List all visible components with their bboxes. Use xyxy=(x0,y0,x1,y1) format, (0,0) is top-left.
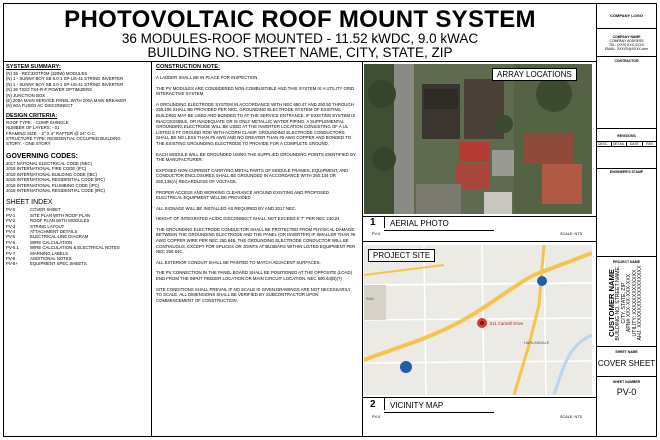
sheet-index-name: SITE PLAN WITH ROOF PLAN xyxy=(30,212,91,218)
sheet-index-name: EQUIPMENT SPEC SHEETS xyxy=(30,261,87,267)
company-email: EMAIL: XXXXX@XXXX.com xyxy=(604,47,649,51)
construction-note-item: A GROUNDING ELECTRODE SYSTEM IN ACCORDANCE WITH NEC 690.47 AND 250.50 THROUGH 250.106 SHALL BE PROVIDED PER NEC, GROUNDING ELECTRODE SYSTEM OF EXISTING BUILDING MAY BE USED AND BONDED TO AT THE SERVICE ENTRANCE. IF EXISTING SYSTEM IS INACCESSIBLE, OR INADEQUATE OR IS ONLY METALLIC WATER PIPING, A SUPPLEMENTAL GROUNDING ELECTRODE WILL BE USED AT THE INVERTER LOCATION CONSISTING OF A UL LISTED 8 FT GROUND ROD WITH ACORN CLAMP. GROUNDING ELECTRODE CONDUCTORS SHALL BE NO LESS THAN #6 AWG AND NO GREATER THAN #0 AWG COPPER AND BONDED TO THE EXISTING GROUNDING ELECTRODE TO PROVIDE FOR A COMPLETE GROUND. xyxy=(156,101,356,146)
sheet-number: PV-0 xyxy=(616,387,637,397)
construction-note-heading: CONSTRUCTION NOTE: xyxy=(156,64,221,70)
sheet-index-name: ATTACHMENT DETAILS xyxy=(30,228,78,234)
sheet-index-name: WARNING LABELS xyxy=(30,250,69,256)
sheet-index-name: STRING LAYOUT xyxy=(30,223,65,229)
engineers-stamp-cell xyxy=(596,169,657,257)
sheet-index-code: PV-4 xyxy=(6,228,16,234)
project-info-text xyxy=(608,266,644,341)
system-summary-heading: SYSTEM SUMMARY: xyxy=(6,64,61,70)
governing-codes-heading: GOVERNING CODES: xyxy=(6,152,78,160)
company-address: COMPANY ADDRESS xyxy=(609,39,644,43)
construction-note-item: HEIGHT OF INTEGRATED AC/DC DISCONNECT SHALL NOT EXCEED 6' 7" PER NEC 240.24 xyxy=(156,216,340,222)
sheet-name: COVER SHEET xyxy=(597,359,656,368)
rev-col-date: DATE xyxy=(627,142,643,146)
project-name-label: PROJECT NAME xyxy=(613,260,640,264)
column-divider xyxy=(151,61,152,437)
page-title: PHOTOVOLTAIC ROOF MOUNT SYSTEM xyxy=(64,6,536,33)
caption-underline xyxy=(384,230,494,231)
design-criteria-list xyxy=(6,120,148,147)
customer-address-1: BUILDING NO. STREET NAME, xyxy=(615,265,622,341)
sheet-index-code: PV-0 xyxy=(6,207,16,213)
vicinity-divider xyxy=(362,397,596,398)
project-info-rotated xyxy=(596,262,657,343)
construction-note-item: PROPER ACCESS AND WORKING CLEARANCE AROUND EXISTING AND PROPOSED ELECTRICAL EQUIPMENT WILL BE PROVIDED xyxy=(156,189,329,201)
design-criteria-item: FRAMING SIZE: - 2" X 4" RAFTER @ 24" O.C. xyxy=(6,130,97,136)
revisions-label: REVISIONS xyxy=(617,134,636,138)
system-summary-item: (N) 60A FUSED AC DISCONNECT xyxy=(6,103,73,109)
utility: UTILITY: XXXXXXXXXXXXX xyxy=(631,269,638,337)
company-phone: TEL: (XXX) XXX-XXXX xyxy=(608,43,645,47)
sheet-index-code: PV-3 xyxy=(6,223,16,229)
caption-divider xyxy=(384,217,385,228)
map-area-label: HARLANDALE xyxy=(524,341,550,345)
sheet-index-name: COVER SHEET xyxy=(30,207,61,213)
sheet-index-code: PV-6.1 xyxy=(6,245,19,251)
contractor-label: CONTRACTOR xyxy=(614,59,639,63)
company-logo: COMPANY LOGO xyxy=(610,13,643,18)
caption-divider xyxy=(384,398,385,410)
sheet-index-code: PV-8+ xyxy=(6,261,18,267)
vicinity-scale: SCALE: NTS xyxy=(560,415,583,419)
construction-note-item: THE PV CONNECTION IN THE PANEL BOARD SHALL BE POSITIONED AT THE OPPOSITE (LOAD) END FROM THE INPUT FEEDER LOCATION OR MAIN CIRCUIT LOCATION. NEC 690.64(B)(7) xyxy=(156,270,353,282)
rev-col-detail: DETAIL xyxy=(612,142,628,146)
ahj: AHJ: XXXXXXXXXXXXXXXXXX xyxy=(637,265,644,341)
sheet-number-cell xyxy=(596,377,657,437)
governing-codes-list xyxy=(6,161,148,193)
aerial-divider xyxy=(362,216,596,217)
engineers-stamp-label: ENGINEER'S STAMP xyxy=(609,170,644,174)
governing-code-item: 2018 INTERNATIONAL BUILDING CODE (IBC) xyxy=(6,171,97,177)
vicinity-caption-title: VICINITY MAP xyxy=(390,401,444,410)
sheet-index-row xyxy=(6,261,148,266)
sheet-index-name: ADDITIONAL NOTES xyxy=(30,255,72,261)
aerial-scale: SCALE: NTS xyxy=(560,232,583,236)
array-locations-label: ARRAY LOCATIONS xyxy=(492,68,577,81)
construction-note-item: A LADDER SHALL BE IN PLACE FOR INSPECTION xyxy=(156,75,258,80)
design-criteria-item: ROOF TYPE: - COMP SHINGLE xyxy=(6,119,69,125)
construction-notes xyxy=(156,64,356,308)
sheet-index-code: PV-2 xyxy=(6,218,16,224)
project-site-label: PROJECT SITE xyxy=(368,249,435,262)
title-block xyxy=(596,3,657,437)
design-criteria-item: STRUCTURE TYPE: RESIDENTIAL OCCUPIED BUILDING xyxy=(6,136,121,142)
governing-code-item: 2017 NATIONAL ELECTRICAL CODE (NEC) xyxy=(6,160,93,166)
design-criteria-item: NUMBER OF LAYERS: - 01 xyxy=(6,125,60,131)
section-divider xyxy=(362,241,596,242)
company-logo-cell xyxy=(596,3,657,29)
design-criteria-heading: DESIGN CRITERIA: xyxy=(6,112,58,119)
system-subtitle: 36 MODULES-ROOF MOUNTED - 11.52 kWDC, 9.0 kWAC xyxy=(121,31,479,46)
sheet-index-name: WIRE CALCULATION xyxy=(30,239,73,245)
apn: APN# XXX-XX-XXX-XXX xyxy=(626,273,633,333)
system-summary-item: (N) 36 - REC320TP2M (320W) MODULES xyxy=(6,71,88,76)
contractor-cell xyxy=(596,57,657,129)
construction-note-item: EXPOSED NON-CURRENT CARRYING METAL PARTS OF MODULE FRAMES, EQUIPMENT, AND CONDUCTOR ENCLOSURES SHALL BE GROUNDED IN ACCORDANCE WITH 250.134 OR 250.136(A) REGARDLESS OF VOLTAGE. xyxy=(156,167,349,184)
system-summary-item: (E) 200A MAIN SERVICE PANEL WITH 200A MAIN BREAKER xyxy=(6,98,127,104)
vicinity-caption-number: 2 xyxy=(370,399,376,410)
sheet-index-name: ROOF PLAN WITH MODULES xyxy=(30,218,90,224)
sheet-index-code: PV-5 xyxy=(6,234,16,240)
customer-name: CUSTOMER NAME xyxy=(607,269,617,337)
vicinity-sheet-ref: PV-0 xyxy=(372,415,381,419)
project-address: BUILDING NO. STREET NAME, CITY, STATE, ZIP xyxy=(147,45,453,60)
construction-note-item: THE PV MODULES ARE CONSIDERED NON-COMBUSTIBLE AND THIS SYSTEM IS A UTILITY GRID INTERACTIVE SYSTEM xyxy=(156,85,355,97)
aerial-photo xyxy=(364,64,592,214)
sheet-index-name: ELECTRICAL LINE DIAGRAM xyxy=(30,234,89,240)
aerial-sheet-ref: PV-0 xyxy=(372,232,381,236)
customer-address-2: CITY, STATE, ZIP xyxy=(620,282,627,324)
company-info-cell xyxy=(596,29,657,57)
vicinity-map-image xyxy=(364,245,592,395)
sheet-index-heading: SHEET INDEX xyxy=(6,199,53,207)
sheet-name-cell xyxy=(596,347,657,377)
sheet-name-label: SHEET NAME xyxy=(615,350,638,354)
sheet-index-list xyxy=(6,207,148,266)
sheet-index-code: PV-8 xyxy=(6,255,16,261)
company-name: COMPANY NAME xyxy=(612,35,641,39)
rev-col-rev: REV xyxy=(646,142,654,146)
sheet-index-code: PV-7 xyxy=(6,250,16,256)
header-divider xyxy=(3,61,596,62)
construction-note-list xyxy=(156,75,356,303)
sheet-index-code: PV-1 xyxy=(6,212,16,218)
aerial-caption-number: 1 xyxy=(370,217,376,228)
map-left-label: SAN xyxy=(366,297,374,301)
left-column xyxy=(6,64,148,267)
sheet-number-label: SHEET NUMBER xyxy=(612,380,641,384)
system-summary-list xyxy=(6,71,148,109)
construction-note-item: SITE CONDITIONS SHALL PREVAIL IF NO SCALE IS GIVEN DRAWINGS ARE NOT NECESSARILY TO SCALE. ALL DIMENSIONS SHALL BE VERIFIED BY SUBCONTRACTOR UPON COMMENCEMENT OF CONSTRUCTION. xyxy=(156,286,351,303)
governing-code-item: 2018 INTERNATIONAL RESIDENTIAL CODE (IRC) xyxy=(6,177,105,183)
system-summary-item: (N) JUNCTION BOX xyxy=(6,92,46,98)
construction-note-item: EACH MODULE WILL BE GROUNDED USING THE SUPPLIED GROUNDING POINTS IDENTIFIED BY THE MANUFACTURER. xyxy=(156,151,356,163)
system-summary-item: (N) 1 - SUNNY BOY SB 3.0-1 SP-US-41 STRING INVERTER xyxy=(6,81,124,87)
system-summary-item: (N) 36 TIGO TS4-R-F POWER OPTIMIZERS xyxy=(6,87,93,93)
aerial-photo-image xyxy=(364,64,592,214)
system-summary-item: (N) 1 - SUNNY BOY SB 6.0-1 SP-US-41 STRING INVERTER xyxy=(6,76,124,82)
design-criteria-item: STORY: - ONE STORY xyxy=(6,141,51,147)
revision-header-row xyxy=(596,141,657,147)
caption-underline xyxy=(384,412,494,413)
sheet-index-code: PV-6 xyxy=(6,239,16,245)
construction-note-item: THE GROUNDING ELECTRODE CONDUCTOR SHALL BE PROTECTED FROM PHYSICAL DAMAGE BETWEEN THE GROUNDING ELECTRODE AND THE PANEL (OR INVERTER) IF SMALLER THAN #6 AWG COPPER WIRE PER NEC 250.64B. THE GROUNDING ELECTRODE CONDUCTOR WILL BE CONTINUOUS, EXCEPT FOR SPLICES OR JOINTS AT BUSBARS WITHIN LISTED EQUIPMENT PER NEC 250.64C. xyxy=(156,226,356,255)
rev-col-desc: DESC. xyxy=(596,142,612,146)
construction-note-item: ALL SIGNAGE WILL BE INSTALLED AS REQUIRED BY AND 2017 NEC. xyxy=(156,205,297,211)
aerial-caption-title: AERIAL PHOTO xyxy=(390,219,449,228)
revisions-cell xyxy=(596,129,657,169)
column-divider xyxy=(362,61,363,437)
sheet-index-name: WIRE CALCULATION & ELECTRICAL NOTES xyxy=(30,245,120,251)
construction-note-item: ALL EXTERIOR CONDUIT SHALL BE PAINTED TO MATCH ADJACENT SURFACES. xyxy=(156,259,321,265)
governing-code-item: 2018 INTERNATIONAL RESIDENTIAL CODE (IRC) xyxy=(6,187,105,193)
vicinity-map xyxy=(364,245,592,395)
governing-code-item: 2018 INTERNATIONAL FIRE CODE (IFC) xyxy=(6,166,87,172)
governing-code-item: 2018 INTERNATIONAL PLUMBING CODE (IPC) xyxy=(6,182,100,188)
map-pin-label: 511 Cantrell Drive xyxy=(490,321,524,326)
